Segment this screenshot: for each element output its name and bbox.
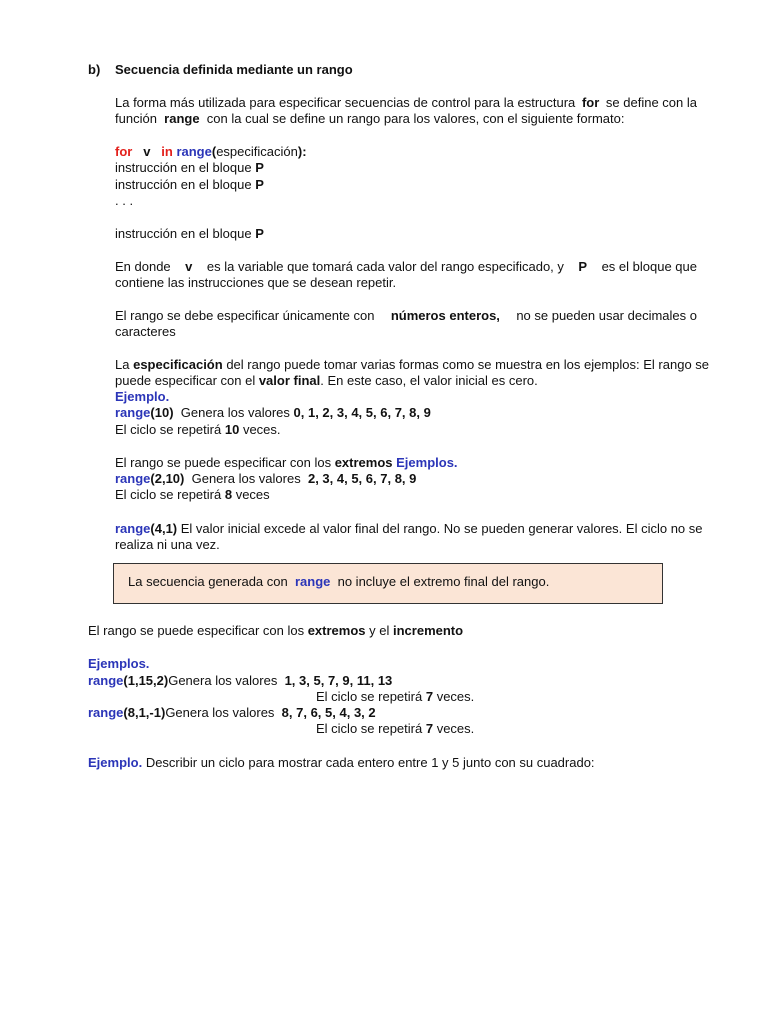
note-text: La secuencia generada con range no incluye el extremo final del rango.: [128, 574, 550, 589]
final-example-line: Ejemplo. Describir un ciclo para mostrar cada entero entre 1 y 5 junto con su cuadrado:: [88, 755, 595, 770]
example-range-1-15-2: range(1,15,2)Genera los valores 1, 3, 5, 7, 9, 11, 13: [88, 673, 393, 688]
note-box: [113, 563, 663, 604]
example-range-2-10: range(2,10) Genera los valores 2, 3, 4, 5, 6, 7, 8, 9: [115, 471, 417, 486]
repeat-8: El ciclo se repetirá 8 veces: [115, 487, 270, 502]
format-instruction-1: instrucción en el bloque P: [115, 160, 264, 175]
intro-line-2: función range con la cual se define un rango para los valores, con el siguiente formato:: [115, 111, 625, 126]
spec-line-2: puede especificar con el valor final. En este caso, el valor inicial es cero.: [115, 373, 538, 388]
integers-line-2: caracteres: [115, 324, 176, 339]
ejemplo-label: Ejemplo.: [115, 389, 170, 404]
example-range-8-1-neg1: range(8,1,-1)Genera los valores 8, 7, 6, 5, 4, 3, 2: [88, 705, 376, 720]
section-title: Secuencia definida mediante un rango: [115, 62, 353, 77]
extremes-line: El rango se puede especificar con los extremos Ejemplos.: [115, 455, 458, 470]
where-line-1: En donde v es la variable que tomará cada valor del rango especificado, y P es el bloque que: [115, 259, 697, 274]
invalid-range-line-2: realiza ni una vez.: [115, 537, 220, 552]
repeat-7-a: El ciclo se repetirá 7 veces.: [316, 689, 475, 704]
ejemplos-label: Ejemplos.: [88, 656, 150, 671]
where-line-2: contiene las instrucciones que se desean repetir.: [115, 275, 397, 290]
example-range-10: range(10) Genera los valores 0, 1, 2, 3, 4, 5, 6, 7, 8, 9: [115, 405, 431, 420]
intro-line-1: La forma más utilizada para especificar secuencias de control para la estructura for se define con la: [115, 95, 697, 110]
spec-line-1: La especificación del rango puede tomar varias formas como se muestra en los ejemplos: El rango se: [115, 357, 710, 372]
integers-line-1: El rango se debe especificar únicamente con números enteros, no se pueden usar decimales o: [115, 308, 697, 323]
format-instruction-2: instrucción en el bloque P: [115, 177, 264, 192]
repeat-7-b: El ciclo se repetirá 7 veces.: [316, 721, 475, 736]
format-ellipsis: . . .: [115, 193, 134, 208]
increment-line: El rango se puede especificar con los extremos y el incremento: [88, 623, 464, 638]
section-letter: b): [88, 62, 101, 77]
invalid-range-line-1: range(4,1) El valor inicial excede al valor final del rango. No se pueden generar valores. El ciclo no se: [115, 521, 703, 536]
repeat-10: El ciclo se repetirá 10 veces.: [115, 422, 281, 437]
format-instruction-last: instrucción en el bloque P: [115, 226, 264, 241]
format-header: for v in range(especificación):: [115, 144, 307, 159]
